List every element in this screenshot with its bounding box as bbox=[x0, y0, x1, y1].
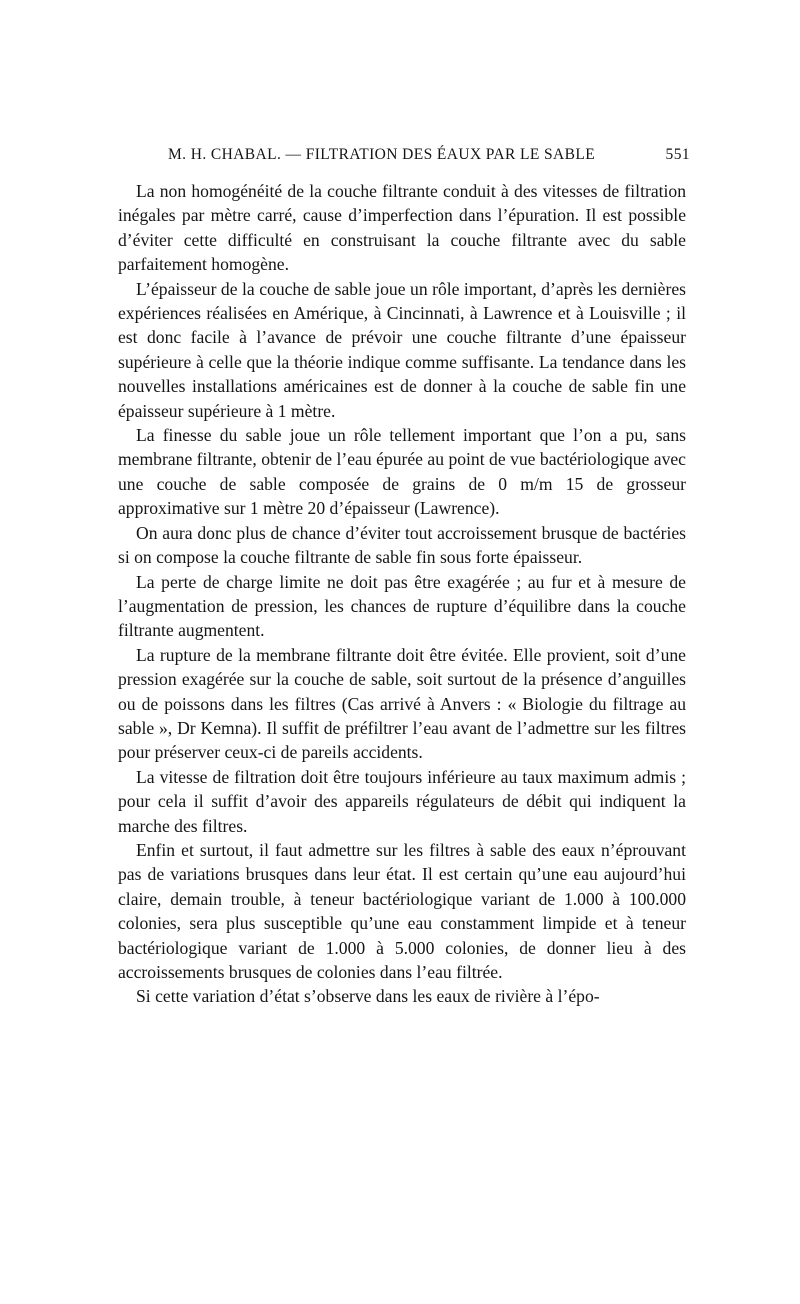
paragraph: On aura donc plus de chance d’éviter tout accroissement brusque de bactéries si on compose la couche filtrante de sable fin sous forte épaisseur. bbox=[118, 522, 686, 568]
body-text bbox=[118, 179, 686, 1009]
paragraph: La non homogénéité de la couche filtrante conduit à des vitesses de filtration inégales par mètre carré, cause d’imperfection dans l’épuration. Il est possible d’éviter cette difficulté en construisant la couche filtrante avec du sable parfaitement homogène. bbox=[118, 181, 686, 275]
running-head-title: M. H. CHABAL. — FILTRATION DES ÉAUX PAR LE SABLE bbox=[168, 146, 596, 163]
paragraph: Enfin et surtout, il faut admettre sur les filtres à sable des eaux n’éprouvant pas de variations brusques dans leur état. Il est certain qu’une eau aujourd’hui claire, demain trouble, à teneur bactériologique variant de 1.000 à 100.000 colonies, sera plus susceptible qu’une eau constamment limpide et à teneur bactériologique variant de 1.000 à 5.000 colonies, de donner lieu à des accroissements brusques de colonies dans l’eau filtrée. bbox=[118, 839, 686, 982]
book-page bbox=[118, 143, 690, 1009]
paragraph: La rupture de la membrane filtrante doit être évitée. Elle provient, soit d’une pression exagérée sur la couche de sable, soit surtout de la présence d’anguilles ou de poissons dans les filtres (Cas arrivé à Anvers : « Biologie du filtrage au sable », Dr Kemna). Il suffit de préfiltrer l’eau avant de l’admettre sur les filtres pour préserver ceux-ci de pareils accidents. bbox=[118, 644, 686, 763]
paragraph: La vitesse de filtration doit être toujours inférieure au taux maximum admis ; pour cela il suffit d’avoir des appareils régulateurs de débit qui indiquent la marche des filtres. bbox=[118, 766, 686, 836]
page-number: 551 bbox=[665, 146, 690, 163]
running-head bbox=[168, 143, 690, 167]
paragraph: Si cette variation d’état s’observe dans les eaux de rivière à l’épo- bbox=[136, 986, 600, 1007]
paragraph: La perte de charge limite ne doit pas être exagérée ; au fur et à mesure de l’augmentation de pression, les chances de rupture d’équilibre dans la couche filtrante augmentent. bbox=[118, 571, 686, 641]
paragraph: La finesse du sable joue un rôle tellement important que l’on a pu, sans membrane filtrante, obtenir de l’eau épurée au point de vue bactériologique avec une couche de sable composée de grains de 0 m/m 15 de grosseur approximative sur 1 mètre 20 d’épaisseur (Lawrence). bbox=[118, 425, 686, 519]
paragraph: L’épaisseur de la couche de sable joue un rôle important, d’après les dernières expériences réalisées en Amérique, à Cincinnati, à Lawrence et à Louisville ; il est donc facile à l’avance de prévoir une couche filtrante d’une épaisseur supérieure à celle que la théorie indique comme suffisante. La tendance dans les nouvelles installations américaines est de donner à la couche de sable fin une épaisseur supérieure à 1 mètre. bbox=[118, 278, 686, 421]
